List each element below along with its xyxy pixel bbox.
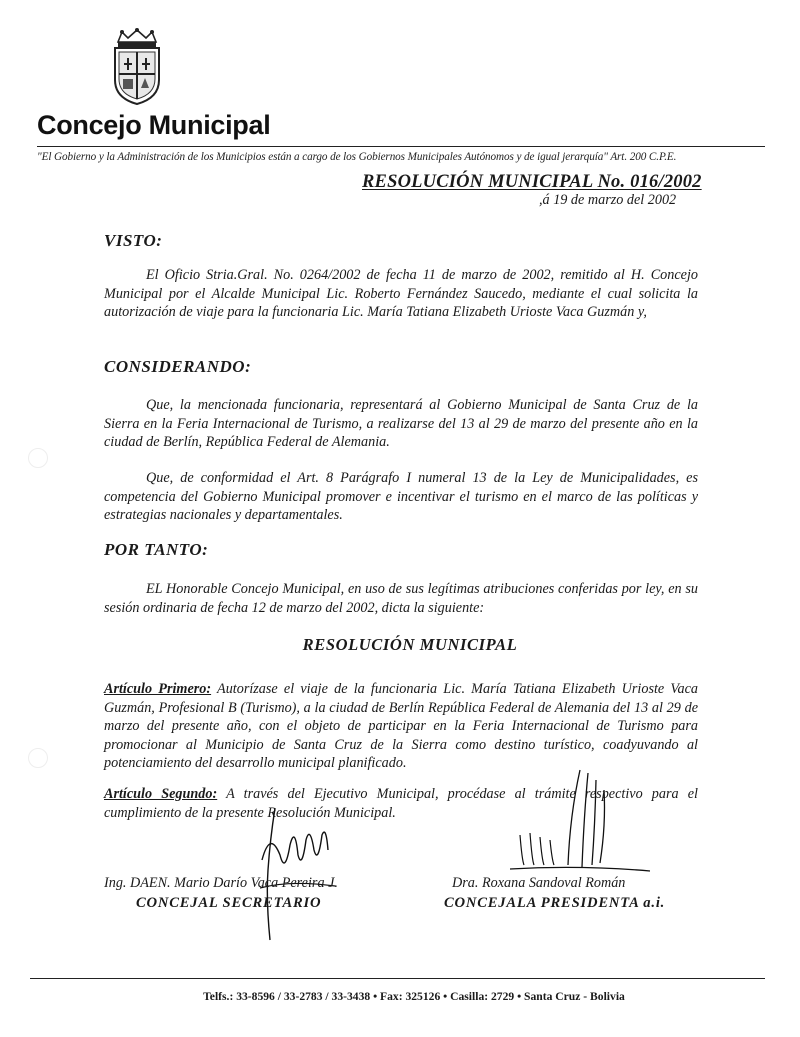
org-name: Concejo Municipal <box>37 110 271 140</box>
considerando-paragraph: Que, de conformidad el Art. 8 Parágrafo I numeral 13 de la Ley de Municipalidades, es competencia del Gobierno Municipal promover e incentivar el turismo en el marco de las políticas y estrategias nacionales y departamentales. <box>104 470 698 524</box>
footer-contact: Telfs.: 33-8596 / 33-2783 / 33-3438 • Fax: 325126 • Casilla: 2729 • Santa Cruz - Bolivia <box>203 990 625 1003</box>
header-divider <box>37 146 765 147</box>
resolution-title: RESOLUCIÓN MUNICIPAL No. 016/2002 <box>362 172 702 192</box>
article-first <box>104 680 698 773</box>
signer-right-title: CONCEJALA PRESIDENTA a.i. <box>444 895 666 911</box>
por-tanto-heading: POR TANTO: <box>104 540 209 559</box>
motto: "El Gobierno y la Administración de los Municipios están a cargo de los Gobiernos Municipales Autónomos y de igual jerarquía" Art. 200 C.P.E. <box>37 151 677 163</box>
considerando-heading: CONSIDERANDO: <box>104 357 252 376</box>
visto-heading: VISTO: <box>104 231 163 250</box>
footer-divider <box>30 978 765 979</box>
signer-right-name: Dra. Roxana Sandoval Román <box>452 875 626 891</box>
article-second-label: Artículo Segundo: <box>104 786 218 802</box>
por-tanto-text: EL Honorable Concejo Municipal, en uso de sus legítimas atribuciones conferidas por ley, en su sesión ordinaria de fecha 12 de marzo del 2002, dicta la siguiente: <box>104 581 698 616</box>
punch-hole-icon <box>28 448 48 468</box>
signature-right-icon <box>500 765 670 885</box>
signer-left-name: Ing. DAEN. Mario Darío Vaca Pereira J. <box>104 875 338 891</box>
punch-hole-icon <box>28 748 48 768</box>
considerando-paragraph: Que, la mencionada funcionaria, representará al Gobierno Municipal de Santa Cruz de la Sierra en la Feria Internacional de Turismo, a realizarse del 13 al 29 de marzo del presente año en la ciudad de Berlín, República Federal de Alemania. <box>104 397 698 451</box>
resolution-heading: RESOLUCIÓN MUNICIPAL <box>302 635 518 654</box>
municipal-crest-icon <box>110 28 164 106</box>
article-first-label: Artículo Primero: <box>104 681 212 697</box>
visto-text: El Oficio Stria.Gral. No. 0264/2002 de fecha 11 de marzo de 2002, remitido al H. Concejo Municipal por el Alcalde Municipal Lic. Roberto Fernández Saucedo, mediante el cual solicita la autorización de viaje para la funcionaria Lic. María Tatiana Elizabeth Urioste Vaca Guzmán y, <box>104 267 698 321</box>
article-first-text: Autorízase el viaje de la funcionaria Lic. María Tatiana Elizabeth Urioste Vaca Guzmán, Profesional B (Turismo), a la ciudad de Berlín República Federal de Alemania del 13 al 29 de marzo del presente año, con el objeto de participar en la Feria Internacional de Turismo para promocionar al Municipio de Santa Cruz de la Sierra como destino turístico, coadyuvando al potenciamiento del desarrollo municipal planificado. <box>104 681 698 772</box>
resolution-date: ,á 19 de marzo del 2002 <box>539 192 677 208</box>
article-second-text: A través del Ejecutivo Municipal, procédase al trámite respectivo para el cumplimiento de la presente Resolución Municipal. <box>104 786 698 821</box>
signer-left-title: CONCEJAL SECRETARIO <box>136 895 322 911</box>
